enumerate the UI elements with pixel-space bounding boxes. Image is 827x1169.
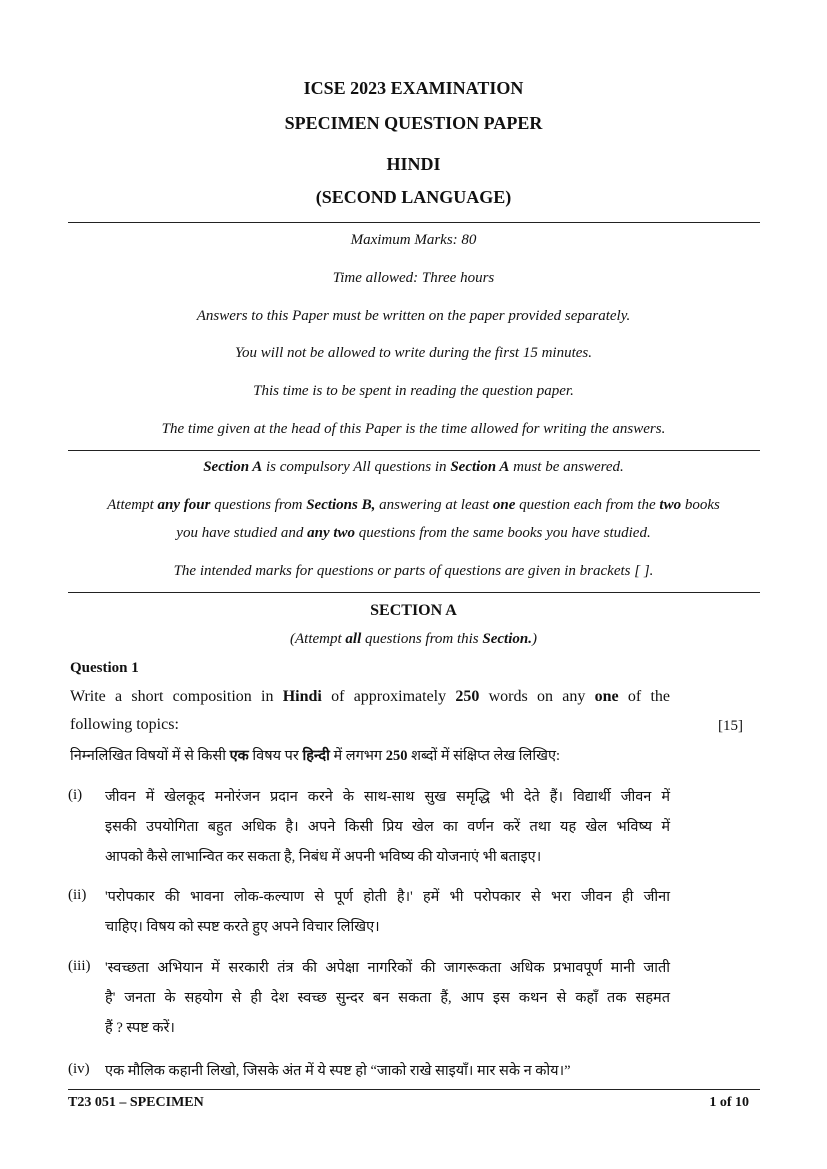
question-marks: [15] [718, 718, 743, 734]
divider-middle [68, 450, 760, 451]
rule-text: Attempt [107, 497, 158, 513]
rule-text: books [681, 497, 720, 513]
instruction-line-3: This time is to be spent in reading the question paper. [253, 383, 574, 399]
rule-emphasis: any two [307, 525, 356, 541]
option-text-line: जीवन में खेलकूद मनोरंजन प्रदान करने के साथ-साथ सुख समृद्धि भी देते हैं। विद्यार्थी जीवन में [105, 789, 670, 805]
option-text-line: 'परोपकार की भावना लोक-कल्याण से पूर्ण होती है।' हमें भी परोपकार से भरा जीवन ही जीना [105, 889, 670, 905]
question-label: Question 1 [70, 660, 139, 676]
prompt-emphasis: Hindi [282, 688, 322, 705]
prompt-text: of approximately [321, 688, 456, 705]
option-text-line: चाहिए। विषय को स्पष्ट करते हुए अपने विचार लिखिए। [105, 919, 380, 935]
section-title: SECTION A [370, 602, 457, 619]
footer-divider [68, 1089, 760, 1090]
option-number: (iii) [68, 958, 91, 974]
rule-line-2 [40, 497, 787, 514]
option-text-line: एक मौलिक कहानी लिखो, जिसके अंत में ये स्पष्ट हो “जाको राखे साइयाँ। मार सके न कोय।” [105, 1063, 571, 1079]
language-title: (SECOND LANGUAGE) [315, 187, 512, 207]
instruction-line-1: Answers to this Paper must be written on the paper provided separately. [196, 308, 631, 324]
rule-text: you have studied and [176, 525, 308, 541]
divider-bottom [68, 592, 760, 593]
subject-title: HINDI [386, 154, 441, 174]
max-marks: Maximum Marks: 80 [350, 232, 477, 248]
footer-paper-code: T23 051 – SPECIMEN [68, 1095, 204, 1110]
rule-text: questions from the same books you have studied. [355, 525, 651, 541]
prompt-hindi-emphasis: हिन्दी [302, 748, 330, 764]
rule-text: is compulsory All questions in [262, 459, 451, 475]
rule-text: must be answered. [509, 459, 624, 475]
section-subtitle [0, 631, 827, 648]
rule-text: questions from [210, 497, 307, 513]
time-allowed: Time allowed: Three hours [332, 270, 495, 286]
prompt-hindi-text: निम्नलिखित विषयों में से किसी [70, 748, 230, 764]
rule-emphasis: one [492, 497, 516, 513]
option-text-line: हैं ? स्पष्ट करें। [105, 1020, 175, 1036]
option-number: (iv) [68, 1061, 90, 1077]
rule-emphasis: any four [157, 497, 211, 513]
question-prompt-line-1 [70, 688, 670, 706]
paper-type: SPECIMEN QUESTION PAPER [284, 113, 543, 133]
rule-emphasis: Section A [203, 459, 263, 475]
section-subtitle-emphasis: all [345, 631, 362, 647]
question-prompt-hindi [70, 745, 560, 765]
option-text-line: 'स्वच्छता अभियान में सरकारी तंत्र की अपेक्षा नागरिकों की जागरूकता अधिक प्रभावपूर्ण मानी जाती [105, 960, 670, 976]
rule-text: answering at least [375, 497, 493, 513]
prompt-hindi-text: विषय पर [248, 748, 303, 764]
divider-top [68, 222, 760, 223]
option-number: (i) [68, 787, 83, 803]
footer-page-number: 1 of 10 [709, 1095, 749, 1110]
exam-title: ICSE 2023 EXAMINATION [303, 78, 524, 98]
section-subtitle-emphasis: Section. [482, 631, 532, 647]
prompt-text: Write a short composition in [70, 688, 283, 705]
prompt-emphasis: one [594, 688, 619, 705]
prompt-text: of the [618, 688, 670, 705]
rule-emphasis: Sections B, [306, 497, 376, 513]
prompt-emphasis: 250 [455, 688, 480, 705]
prompt-hindi-text: शब्दों में संक्षिप्त लेख लिखिए: [407, 748, 561, 764]
rule-emphasis: two [659, 497, 682, 513]
question-prompt-line-2: following topics: [70, 716, 179, 733]
rule-emphasis: Section A [450, 459, 510, 475]
instruction-line-2: You will not be allowed to write during the first 15 minutes. [235, 345, 592, 361]
rule-line-3 [40, 525, 787, 542]
prompt-hindi-emphasis: 250 [385, 748, 408, 764]
rule-text: question each from the [515, 497, 660, 513]
prompt-hindi-text: में लगभग [329, 748, 386, 764]
section-subtitle-text: (Attempt [290, 631, 346, 647]
section-subtitle-text: ) [531, 631, 537, 647]
instruction-line-4: The time given at the head of this Paper is the time allowed for writing the answers. [161, 421, 666, 437]
option-text-line: इसकी उपयोगिता बहुत अधिक है। अपने किसी प्रिय खेल का वर्णन करें तथा यह खेल भविष्य में [105, 819, 670, 835]
rule-line-1 [40, 459, 787, 476]
option-number: (ii) [68, 887, 87, 903]
section-subtitle-text: questions from this [361, 631, 483, 647]
rule-line-4: The intended marks for questions or parts of questions are given in brackets [ ]. [173, 563, 654, 579]
option-text-line: है' जनता के सहयोग से ही देश स्वच्छ सुन्दर बन सकता हैं, आप इस कथन से कहाँ तक सहमत [105, 990, 670, 1006]
prompt-text: words on any [479, 688, 595, 705]
prompt-hindi-emphasis: एक [229, 748, 249, 764]
option-text-line: आपको कैसे लाभान्वित कर सकता है, निबंध में अपनी भविष्य की योजनाएं भी बताइए। [105, 849, 542, 865]
